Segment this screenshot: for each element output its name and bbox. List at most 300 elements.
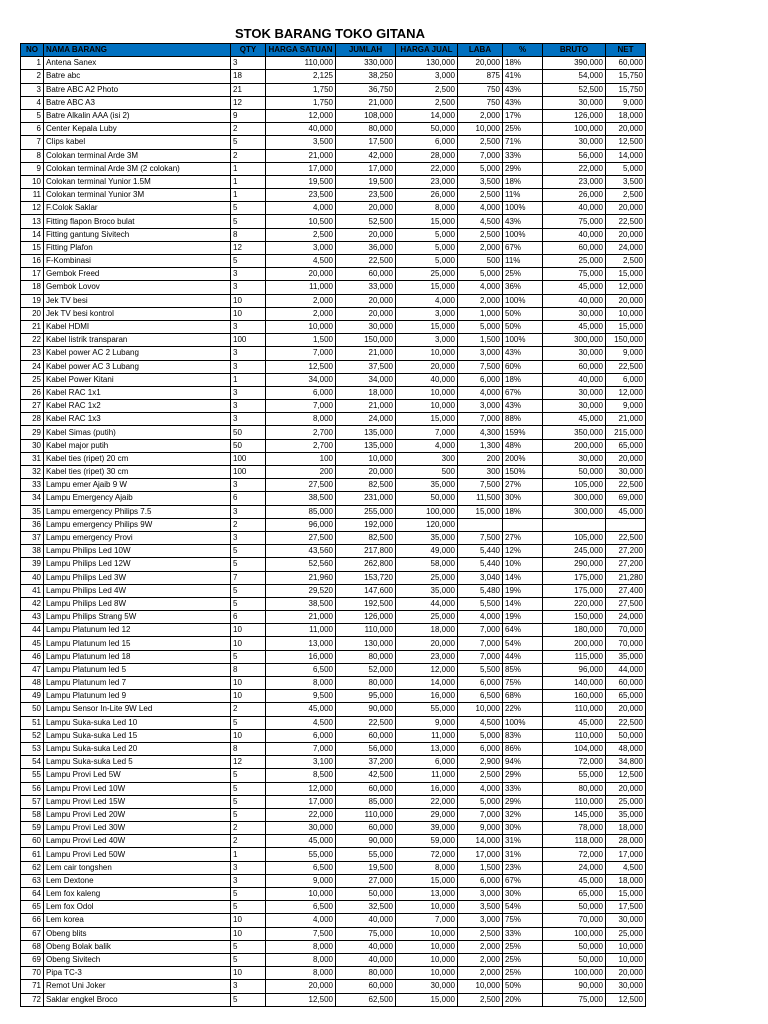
cell-net[interactable]: 9,000 xyxy=(606,400,646,413)
cell-net[interactable]: 15,000 xyxy=(606,268,646,281)
cell-nama-barang[interactable]: Clips kabel xyxy=(44,136,231,149)
cell-no[interactable]: 35 xyxy=(21,505,44,518)
cell-bruto[interactable]: 200,000 xyxy=(543,637,606,650)
cell-harga-jual[interactable]: 23,000 xyxy=(396,650,458,663)
cell-harga-satuan[interactable]: 4,500 xyxy=(266,255,336,268)
cell-net[interactable]: 9,000 xyxy=(606,96,646,109)
cell-harga-jual[interactable]: 20,000 xyxy=(396,637,458,650)
cell-bruto[interactable]: 30,000 xyxy=(543,347,606,360)
cell-harga-jual[interactable]: 59,000 xyxy=(396,835,458,848)
cell-nama-barang[interactable]: Colokan terminal Yunior 3M xyxy=(44,189,231,202)
cell-nama-barang[interactable]: Lampu Provi Led 40W xyxy=(44,835,231,848)
cell-no[interactable]: 44 xyxy=(21,624,44,637)
cell-nama-barang[interactable]: Kabel Simas (putih) xyxy=(44,426,231,439)
cell-nama-barang[interactable]: Lampu Provi Led 30W xyxy=(44,822,231,835)
cell-jumlah[interactable]: 80,000 xyxy=(336,650,396,663)
cell-bruto[interactable]: 75,000 xyxy=(543,215,606,228)
cell-no[interactable]: 39 xyxy=(21,558,44,571)
cell-qty[interactable]: 3 xyxy=(231,861,266,874)
cell-harga-jual[interactable]: 14,000 xyxy=(396,677,458,690)
cell-bruto[interactable]: 45,000 xyxy=(543,320,606,333)
cell-no[interactable]: 33 xyxy=(21,479,44,492)
cell-laba[interactable]: 2,000 xyxy=(458,241,503,254)
cell-bruto[interactable]: 52,500 xyxy=(543,83,606,96)
cell-percent[interactable]: 86% xyxy=(503,742,543,755)
cell-net[interactable]: 60,000 xyxy=(606,677,646,690)
cell-harga-satuan[interactable]: 96,000 xyxy=(266,518,336,531)
cell-percent[interactable]: 44% xyxy=(503,650,543,663)
cell-percent[interactable]: 100% xyxy=(503,202,543,215)
cell-percent[interactable]: 30% xyxy=(503,492,543,505)
cell-net[interactable]: 65,000 xyxy=(606,690,646,703)
cell-bruto[interactable]: 175,000 xyxy=(543,571,606,584)
cell-harga-satuan[interactable]: 3,100 xyxy=(266,756,336,769)
cell-nama-barang[interactable]: Batre ABC A3 xyxy=(44,96,231,109)
cell-jumlah[interactable]: 20,000 xyxy=(336,294,396,307)
cell-jumlah[interactable]: 217,800 xyxy=(336,545,396,558)
cell-net[interactable]: 17,000 xyxy=(606,848,646,861)
cell-laba[interactable]: 2,500 xyxy=(458,769,503,782)
cell-net[interactable]: 70,000 xyxy=(606,637,646,650)
cell-qty[interactable]: 10 xyxy=(231,637,266,650)
cell-percent[interactable]: 150% xyxy=(503,466,543,479)
cell-harga-jual[interactable]: 5,000 xyxy=(396,255,458,268)
cell-bruto[interactable]: 105,000 xyxy=(543,531,606,544)
cell-jumlah[interactable]: 27,000 xyxy=(336,874,396,887)
cell-no[interactable]: 12 xyxy=(21,202,44,215)
cell-nama-barang[interactable]: Jek TV besi kontrol xyxy=(44,307,231,320)
cell-harga-jual[interactable]: 22,000 xyxy=(396,162,458,175)
cell-laba[interactable]: 2,000 xyxy=(458,940,503,953)
cell-no[interactable]: 20 xyxy=(21,307,44,320)
cell-bruto[interactable]: 50,000 xyxy=(543,901,606,914)
cell-jumlah[interactable]: 56,000 xyxy=(336,742,396,755)
cell-harga-satuan[interactable]: 38,500 xyxy=(266,492,336,505)
cell-qty[interactable]: 2 xyxy=(231,703,266,716)
cell-laba[interactable]: 3,040 xyxy=(458,571,503,584)
cell-no[interactable]: 36 xyxy=(21,518,44,531)
cell-harga-satuan[interactable]: 12,000 xyxy=(266,782,336,795)
cell-bruto[interactable]: 45,000 xyxy=(543,281,606,294)
cell-harga-jual[interactable]: 10,000 xyxy=(396,927,458,940)
cell-harga-jual[interactable]: 44,000 xyxy=(396,597,458,610)
cell-laba[interactable]: 17,000 xyxy=(458,848,503,861)
cell-harga-jual[interactable]: 15,000 xyxy=(396,215,458,228)
cell-no[interactable]: 9 xyxy=(21,162,44,175)
cell-net[interactable]: 10,000 xyxy=(606,307,646,320)
cell-net[interactable]: 15,000 xyxy=(606,888,646,901)
cell-nama-barang[interactable]: Lampu Provi Led 50W xyxy=(44,848,231,861)
cell-qty[interactable]: 5 xyxy=(231,993,266,1006)
cell-jumlah[interactable]: 108,000 xyxy=(336,109,396,122)
cell-net[interactable]: 22,500 xyxy=(606,479,646,492)
cell-laba[interactable]: 6,000 xyxy=(458,373,503,386)
cell-qty[interactable]: 5 xyxy=(231,545,266,558)
cell-percent[interactable]: 75% xyxy=(503,914,543,927)
cell-nama-barang[interactable]: Lampu Philips Strang 5W xyxy=(44,611,231,624)
cell-laba[interactable]: 750 xyxy=(458,83,503,96)
cell-jumlah[interactable]: 17,500 xyxy=(336,136,396,149)
cell-nama-barang[interactable]: Lampu Platunum led 15 xyxy=(44,637,231,650)
cell-bruto[interactable]: 72,000 xyxy=(543,756,606,769)
col-header-bruto[interactable]: BRUTO xyxy=(543,44,606,57)
cell-bruto[interactable]: 110,000 xyxy=(543,729,606,742)
col-header-harga-satuan[interactable]: HARGA SATUAN xyxy=(266,44,336,57)
cell-percent[interactable]: 30% xyxy=(503,888,543,901)
cell-laba[interactable]: 5,000 xyxy=(458,162,503,175)
cell-bruto[interactable]: 40,000 xyxy=(543,228,606,241)
cell-qty[interactable]: 1 xyxy=(231,175,266,188)
cell-bruto[interactable]: 80,000 xyxy=(543,782,606,795)
cell-qty[interactable]: 10 xyxy=(231,729,266,742)
cell-harga-satuan[interactable]: 12,500 xyxy=(266,360,336,373)
cell-no[interactable]: 69 xyxy=(21,953,44,966)
cell-bruto[interactable]: 290,000 xyxy=(543,558,606,571)
cell-qty[interactable]: 5 xyxy=(231,136,266,149)
cell-percent[interactable]: 25% xyxy=(503,953,543,966)
cell-laba[interactable]: 4,500 xyxy=(458,716,503,729)
cell-laba[interactable]: 1,300 xyxy=(458,439,503,452)
cell-jumlah[interactable]: 37,500 xyxy=(336,360,396,373)
cell-harga-satuan[interactable]: 27,500 xyxy=(266,479,336,492)
cell-nama-barang[interactable]: Lampu Provi Led 5W xyxy=(44,769,231,782)
cell-net[interactable]: 60,000 xyxy=(606,57,646,70)
col-header-jumlah[interactable]: JUMLAH xyxy=(336,44,396,57)
cell-nama-barang[interactable]: Lampu Suka-suka Led 5 xyxy=(44,756,231,769)
cell-qty[interactable]: 3 xyxy=(231,980,266,993)
cell-qty[interactable]: 12 xyxy=(231,756,266,769)
cell-no[interactable]: 24 xyxy=(21,360,44,373)
cell-no[interactable]: 27 xyxy=(21,400,44,413)
cell-qty[interactable]: 5 xyxy=(231,953,266,966)
cell-harga-jual[interactable]: 35,000 xyxy=(396,531,458,544)
cell-qty[interactable]: 12 xyxy=(231,96,266,109)
cell-bruto[interactable]: 56,000 xyxy=(543,149,606,162)
cell-qty[interactable]: 5 xyxy=(231,202,266,215)
cell-no[interactable]: 28 xyxy=(21,413,44,426)
cell-percent[interactable]: 25% xyxy=(503,268,543,281)
cell-no[interactable]: 32 xyxy=(21,466,44,479)
cell-nama-barang[interactable]: Lampu Philips Led 3W xyxy=(44,571,231,584)
cell-net[interactable]: 69,000 xyxy=(606,492,646,505)
cell-harga-jual[interactable]: 58,000 xyxy=(396,558,458,571)
cell-harga-jual[interactable]: 23,000 xyxy=(396,175,458,188)
cell-harga-jual[interactable]: 7,000 xyxy=(396,426,458,439)
cell-nama-barang[interactable]: Lampu Provi Led 10W xyxy=(44,782,231,795)
cell-laba[interactable]: 5,500 xyxy=(458,597,503,610)
cell-jumlah[interactable]: 10,000 xyxy=(336,452,396,465)
cell-nama-barang[interactable]: Remot Uni Joker xyxy=(44,980,231,993)
cell-nama-barang[interactable]: Lampu Platunum led 5 xyxy=(44,663,231,676)
cell-no[interactable]: 23 xyxy=(21,347,44,360)
cell-nama-barang[interactable]: Gembok Lovov xyxy=(44,281,231,294)
cell-harga-jual[interactable]: 15,000 xyxy=(396,413,458,426)
cell-harga-satuan[interactable]: 20,000 xyxy=(266,980,336,993)
cell-harga-satuan[interactable]: 2,125 xyxy=(266,70,336,83)
cell-no[interactable]: 68 xyxy=(21,940,44,953)
cell-bruto[interactable]: 30,000 xyxy=(543,307,606,320)
cell-percent[interactable]: 32% xyxy=(503,808,543,821)
cell-harga-jual[interactable]: 500 xyxy=(396,466,458,479)
cell-laba[interactable]: 15,000 xyxy=(458,505,503,518)
cell-jumlah[interactable]: 153,720 xyxy=(336,571,396,584)
cell-percent[interactable]: 30% xyxy=(503,822,543,835)
cell-harga-satuan[interactable]: 38,500 xyxy=(266,597,336,610)
cell-no[interactable]: 34 xyxy=(21,492,44,505)
cell-percent[interactable]: 85% xyxy=(503,663,543,676)
cell-laba[interactable]: 2,500 xyxy=(458,136,503,149)
cell-percent[interactable]: 67% xyxy=(503,874,543,887)
cell-percent[interactable]: 19% xyxy=(503,584,543,597)
cell-percent[interactable]: 31% xyxy=(503,835,543,848)
cell-net[interactable]: 12,500 xyxy=(606,993,646,1006)
cell-qty[interactable]: 5 xyxy=(231,808,266,821)
cell-nama-barang[interactable]: Colokan terminal Arde 3M (2 colokan) xyxy=(44,162,231,175)
cell-net[interactable]: 30,000 xyxy=(606,914,646,927)
cell-jumlah[interactable]: 231,000 xyxy=(336,492,396,505)
cell-jumlah[interactable]: 82,500 xyxy=(336,479,396,492)
cell-jumlah[interactable]: 20,000 xyxy=(336,228,396,241)
cell-jumlah[interactable]: 80,000 xyxy=(336,967,396,980)
cell-qty[interactable]: 3 xyxy=(231,400,266,413)
cell-no[interactable]: 51 xyxy=(21,716,44,729)
cell-bruto[interactable]: 110,000 xyxy=(543,703,606,716)
cell-bruto[interactable]: 40,000 xyxy=(543,373,606,386)
cell-net[interactable]: 30,000 xyxy=(606,980,646,993)
cell-bruto[interactable]: 45,000 xyxy=(543,716,606,729)
cell-laba[interactable]: 2,000 xyxy=(458,967,503,980)
cell-nama-barang[interactable]: Lampu Platunum led 12 xyxy=(44,624,231,637)
cell-bruto[interactable]: 140,000 xyxy=(543,677,606,690)
cell-nama-barang[interactable]: Lampu Philips Led 10W xyxy=(44,545,231,558)
cell-qty[interactable]: 100 xyxy=(231,452,266,465)
cell-laba[interactable]: 1,000 xyxy=(458,307,503,320)
cell-harga-jual[interactable]: 14,000 xyxy=(396,109,458,122)
cell-jumlah[interactable]: 147,600 xyxy=(336,584,396,597)
cell-harga-jual[interactable]: 5,000 xyxy=(396,241,458,254)
cell-net[interactable]: 30,000 xyxy=(606,466,646,479)
cell-jumlah[interactable]: 80,000 xyxy=(336,677,396,690)
cell-jumlah[interactable]: 24,000 xyxy=(336,413,396,426)
cell-qty[interactable]: 2 xyxy=(231,518,266,531)
cell-harga-satuan[interactable]: 1,750 xyxy=(266,96,336,109)
cell-bruto[interactable]: 30,000 xyxy=(543,400,606,413)
cell-no[interactable]: 21 xyxy=(21,320,44,333)
cell-harga-satuan[interactable]: 55,000 xyxy=(266,848,336,861)
cell-net[interactable]: 21,000 xyxy=(606,413,646,426)
cell-jumlah[interactable]: 37,200 xyxy=(336,756,396,769)
cell-harga-satuan[interactable]: 9,000 xyxy=(266,874,336,887)
cell-no[interactable]: 40 xyxy=(21,571,44,584)
cell-no[interactable]: 60 xyxy=(21,835,44,848)
cell-net[interactable]: 27,400 xyxy=(606,584,646,597)
cell-bruto[interactable]: 40,000 xyxy=(543,202,606,215)
cell-no[interactable]: 61 xyxy=(21,848,44,861)
cell-laba[interactable]: 10,000 xyxy=(458,123,503,136)
cell-qty[interactable]: 8 xyxy=(231,228,266,241)
cell-net[interactable]: 3,500 xyxy=(606,175,646,188)
cell-harga-satuan[interactable]: 45,000 xyxy=(266,835,336,848)
cell-laba[interactable]: 4,000 xyxy=(458,782,503,795)
cell-bruto[interactable]: 105,000 xyxy=(543,479,606,492)
cell-laba[interactable]: 750 xyxy=(458,96,503,109)
cell-harga-jual[interactable]: 50,000 xyxy=(396,492,458,505)
cell-qty[interactable]: 10 xyxy=(231,624,266,637)
cell-jumlah[interactable]: 60,000 xyxy=(336,822,396,835)
cell-nama-barang[interactable]: Kabel ties (ripet) 30 cm xyxy=(44,466,231,479)
cell-laba[interactable]: 2,000 xyxy=(458,109,503,122)
cell-nama-barang[interactable]: Lampu Provi Led 20W xyxy=(44,808,231,821)
cell-nama-barang[interactable]: Kabel RAC 1x3 xyxy=(44,413,231,426)
cell-jumlah[interactable]: 75,000 xyxy=(336,927,396,940)
cell-qty[interactable]: 10 xyxy=(231,967,266,980)
cell-harga-satuan[interactable]: 21,960 xyxy=(266,571,336,584)
cell-nama-barang[interactable]: Lampu Platunum led 7 xyxy=(44,677,231,690)
cell-harga-jual[interactable]: 15,000 xyxy=(396,993,458,1006)
cell-no[interactable]: 16 xyxy=(21,255,44,268)
cell-jumlah[interactable]: 95,000 xyxy=(336,690,396,703)
cell-harga-satuan[interactable]: 9,500 xyxy=(266,690,336,703)
cell-bruto[interactable]: 50,000 xyxy=(543,953,606,966)
cell-harga-satuan[interactable]: 6,500 xyxy=(266,861,336,874)
cell-qty[interactable]: 3 xyxy=(231,531,266,544)
cell-qty[interactable]: 1 xyxy=(231,189,266,202)
cell-percent[interactable]: 11% xyxy=(503,255,543,268)
cell-net[interactable]: 15,750 xyxy=(606,70,646,83)
cell-percent[interactable]: 100% xyxy=(503,716,543,729)
cell-no[interactable]: 15 xyxy=(21,241,44,254)
cell-laba[interactable]: 6,000 xyxy=(458,742,503,755)
cell-laba[interactable]: 7,000 xyxy=(458,149,503,162)
cell-jumlah[interactable]: 22,500 xyxy=(336,255,396,268)
cell-laba[interactable]: 6,500 xyxy=(458,690,503,703)
cell-harga-satuan[interactable]: 43,560 xyxy=(266,545,336,558)
cell-laba[interactable]: 3,000 xyxy=(458,400,503,413)
cell-jumlah[interactable]: 19,500 xyxy=(336,861,396,874)
cell-net[interactable]: 45,000 xyxy=(606,505,646,518)
col-header-qty[interactable]: QTY xyxy=(231,44,266,57)
cell-harga-satuan[interactable]: 6,500 xyxy=(266,663,336,676)
cell-no[interactable]: 42 xyxy=(21,597,44,610)
cell-no[interactable]: 4 xyxy=(21,96,44,109)
cell-qty[interactable]: 3 xyxy=(231,874,266,887)
cell-net[interactable]: 12,500 xyxy=(606,136,646,149)
cell-qty[interactable]: 5 xyxy=(231,795,266,808)
cell-qty[interactable]: 2 xyxy=(231,822,266,835)
cell-bruto[interactable]: 104,000 xyxy=(543,742,606,755)
cell-bruto[interactable]: 75,000 xyxy=(543,268,606,281)
cell-bruto[interactable]: 30,000 xyxy=(543,96,606,109)
cell-net[interactable]: 22,500 xyxy=(606,716,646,729)
cell-laba[interactable]: 7,500 xyxy=(458,360,503,373)
cell-laba[interactable]: 6,000 xyxy=(458,874,503,887)
cell-harga-jual[interactable]: 28,000 xyxy=(396,149,458,162)
cell-jumlah[interactable]: 52,000 xyxy=(336,663,396,676)
cell-qty[interactable]: 6 xyxy=(231,611,266,624)
cell-net[interactable]: 27,500 xyxy=(606,597,646,610)
cell-percent[interactable]: 50% xyxy=(503,320,543,333)
cell-laba[interactable]: 300 xyxy=(458,466,503,479)
cell-percent[interactable]: 75% xyxy=(503,677,543,690)
cell-bruto[interactable]: 45,000 xyxy=(543,874,606,887)
cell-qty[interactable]: 10 xyxy=(231,914,266,927)
cell-harga-satuan[interactable]: 10,000 xyxy=(266,888,336,901)
cell-percent[interactable]: 22% xyxy=(503,703,543,716)
cell-nama-barang[interactable]: Lampu Platunum led 18 xyxy=(44,650,231,663)
cell-qty[interactable]: 3 xyxy=(231,268,266,281)
cell-harga-satuan[interactable]: 2,000 xyxy=(266,307,336,320)
cell-net[interactable]: 70,000 xyxy=(606,624,646,637)
cell-nama-barang[interactable]: Lampu Philips Led 8W xyxy=(44,597,231,610)
cell-nama-barang[interactable]: Lampu Platunum led 9 xyxy=(44,690,231,703)
cell-net[interactable]: 20,000 xyxy=(606,294,646,307)
cell-nama-barang[interactable]: Obeng blits xyxy=(44,927,231,940)
cell-jumlah[interactable]: 19,500 xyxy=(336,175,396,188)
cell-qty[interactable]: 10 xyxy=(231,307,266,320)
cell-harga-satuan[interactable]: 21,000 xyxy=(266,611,336,624)
cell-laba[interactable]: 2,000 xyxy=(458,953,503,966)
cell-percent[interactable]: 25% xyxy=(503,940,543,953)
cell-no[interactable]: 59 xyxy=(21,822,44,835)
cell-percent[interactable]: 25% xyxy=(503,123,543,136)
cell-no[interactable]: 57 xyxy=(21,795,44,808)
cell-percent[interactable]: 100% xyxy=(503,334,543,347)
cell-jumlah[interactable]: 85,000 xyxy=(336,795,396,808)
cell-no[interactable]: 53 xyxy=(21,742,44,755)
cell-no[interactable]: 25 xyxy=(21,373,44,386)
cell-net[interactable]: 35,000 xyxy=(606,650,646,663)
cell-jumlah[interactable]: 55,000 xyxy=(336,848,396,861)
cell-qty[interactable]: 10 xyxy=(231,677,266,690)
cell-jumlah[interactable]: 192,000 xyxy=(336,518,396,531)
cell-net[interactable]: 20,000 xyxy=(606,703,646,716)
cell-laba[interactable]: 3,500 xyxy=(458,175,503,188)
cell-harga-jual[interactable]: 30,000 xyxy=(396,980,458,993)
cell-percent[interactable]: 88% xyxy=(503,413,543,426)
cell-net[interactable]: 9,000 xyxy=(606,347,646,360)
cell-jumlah[interactable]: 82,500 xyxy=(336,531,396,544)
cell-bruto[interactable]: 25,000 xyxy=(543,255,606,268)
cell-percent[interactable]: 11% xyxy=(503,189,543,202)
cell-jumlah[interactable]: 60,000 xyxy=(336,782,396,795)
cell-no[interactable]: 45 xyxy=(21,637,44,650)
cell-harga-satuan[interactable]: 3,500 xyxy=(266,136,336,149)
cell-laba[interactable]: 11,500 xyxy=(458,492,503,505)
cell-harga-jual[interactable]: 13,000 xyxy=(396,742,458,755)
cell-jumlah[interactable]: 60,000 xyxy=(336,729,396,742)
cell-net[interactable]: 2,500 xyxy=(606,189,646,202)
cell-nama-barang[interactable]: Colokan terminal Arde 3M xyxy=(44,149,231,162)
cell-net[interactable]: 15,000 xyxy=(606,320,646,333)
cell-bruto[interactable]: 390,000 xyxy=(543,57,606,70)
cell-harga-jual[interactable]: 6,000 xyxy=(396,756,458,769)
cell-harga-satuan[interactable]: 6,500 xyxy=(266,901,336,914)
cell-laba[interactable]: 4,000 xyxy=(458,611,503,624)
cell-harga-satuan[interactable]: 8,000 xyxy=(266,413,336,426)
cell-laba[interactable]: 7,500 xyxy=(458,479,503,492)
cell-no[interactable]: 14 xyxy=(21,228,44,241)
cell-harga-satuan[interactable]: 12,000 xyxy=(266,109,336,122)
cell-bruto[interactable]: 300,000 xyxy=(543,492,606,505)
cell-percent[interactable]: 100% xyxy=(503,228,543,241)
cell-harga-satuan[interactable]: 110,000 xyxy=(266,57,336,70)
cell-nama-barang[interactable]: Fitting flapon Broco bulat xyxy=(44,215,231,228)
col-header-harga-jual[interactable]: HARGA JUAL xyxy=(396,44,458,57)
cell-net[interactable]: 65,000 xyxy=(606,439,646,452)
cell-laba[interactable]: 10,000 xyxy=(458,980,503,993)
cell-bruto[interactable]: 45,000 xyxy=(543,413,606,426)
cell-harga-satuan[interactable]: 7,000 xyxy=(266,400,336,413)
